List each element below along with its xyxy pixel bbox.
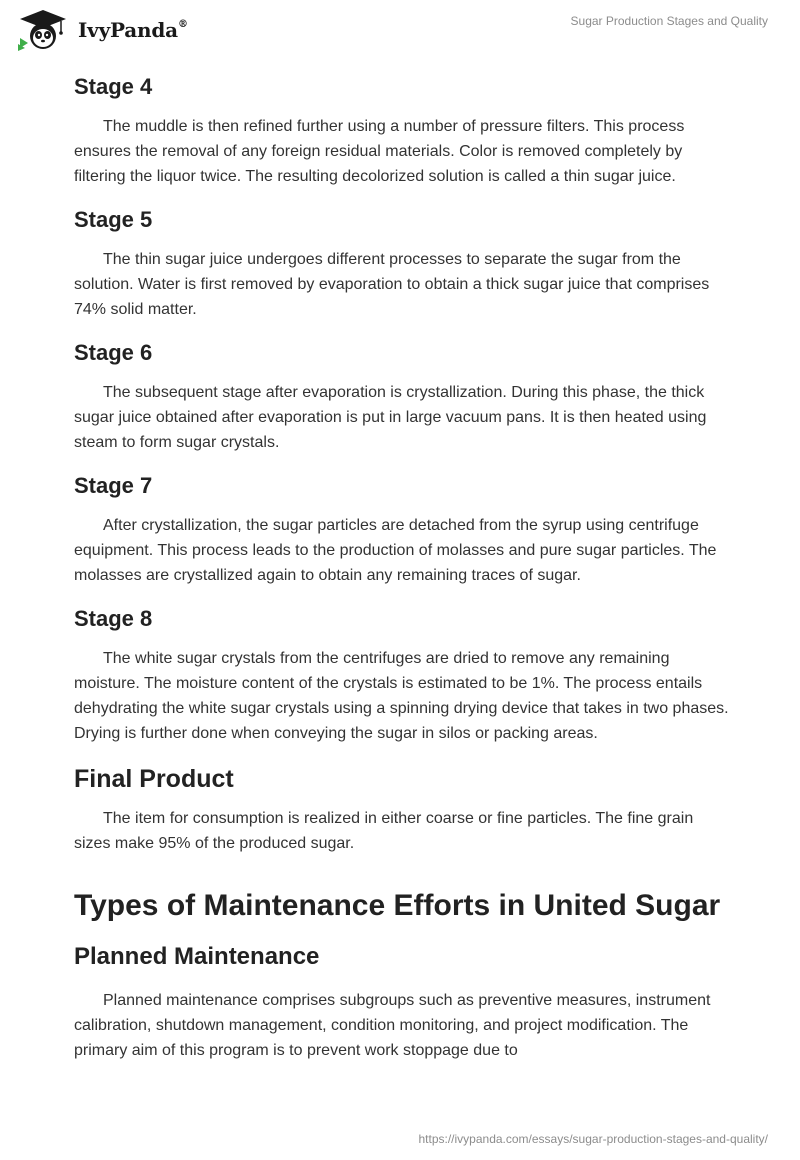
logo-wordmark: IvyPanda® xyxy=(78,18,188,42)
stage-5-heading: Stage 5 xyxy=(74,207,153,232)
stage-6-paragraph: The subsequent stage after evaporation is crystallization. During this phase, the thick sugar juice obtained after evaporation is put in large vacuum pans. It is then heated using steam to form sugar crystals. xyxy=(74,384,707,451)
page-header xyxy=(0,0,800,60)
stage-8-paragraph: The white sugar crystals from the centrifuges are dried to remove any remaining moisture. The moisture content of the crystals is estimated to be 1%. The process entails dehydrating the white sugar crystals using a spinning drying device that takes in two phases. Drying is further done when conveying the sugar in silos or packing areas. xyxy=(74,650,729,742)
panda-graduation-cap-icon xyxy=(14,8,72,52)
stage-6-heading: Stage 6 xyxy=(74,340,153,365)
ivypanda-logo[interactable] xyxy=(14,8,188,52)
stage-5-paragraph: The thin sugar juice undergoes different processes to separate the sugar from the solution. Water is first removed by evaporation to obtain a thick sugar juice that comprises 74% solid matter. xyxy=(74,251,710,318)
final-product-heading: Final Product xyxy=(74,765,234,793)
planned-maintenance-heading: Planned Maintenance xyxy=(74,943,320,970)
stage-4-heading: Stage 4 xyxy=(74,74,153,99)
essay-content xyxy=(74,70,734,1063)
stage-7-paragraph: After crystallization, the sugar particles are detached from the syrup using centrifuge equipment. This process leads to the production of molasses and pure sugar particles. The molasses are crystallized again to obtain any remaining traces of sugar. xyxy=(74,517,717,584)
planned-maintenance-paragraph: Planned maintenance comprises subgroups such as preventive measures, instrument calibration, shutdown management, condition monitoring, and project modification. The primary aim of this program is to prevent work stoppage due to xyxy=(74,992,711,1059)
document-title: Sugar Production Stages and Quality xyxy=(570,14,768,28)
stage-7-heading: Stage 7 xyxy=(74,473,153,498)
final-product-paragraph: The item for consumption is realized in either coarse or fine particles. The fine grain sizes make 95% of the produced sugar. xyxy=(74,810,694,852)
source-url-link[interactable]: https://ivypanda.com/essays/sugar-production-stages-and-quality/ xyxy=(418,1132,768,1146)
maintenance-heading: Types of Maintenance Efforts in United Sugar xyxy=(74,889,721,922)
stage-4-paragraph: The muddle is then refined further using a number of pressure filters. This process ensures the removal of any foreign residual materials. Color is removed completely by filtering the liquor twice. The resulting decolorized solution is called a thin sugar juice. xyxy=(74,118,685,185)
stage-8-heading: Stage 8 xyxy=(74,606,153,631)
